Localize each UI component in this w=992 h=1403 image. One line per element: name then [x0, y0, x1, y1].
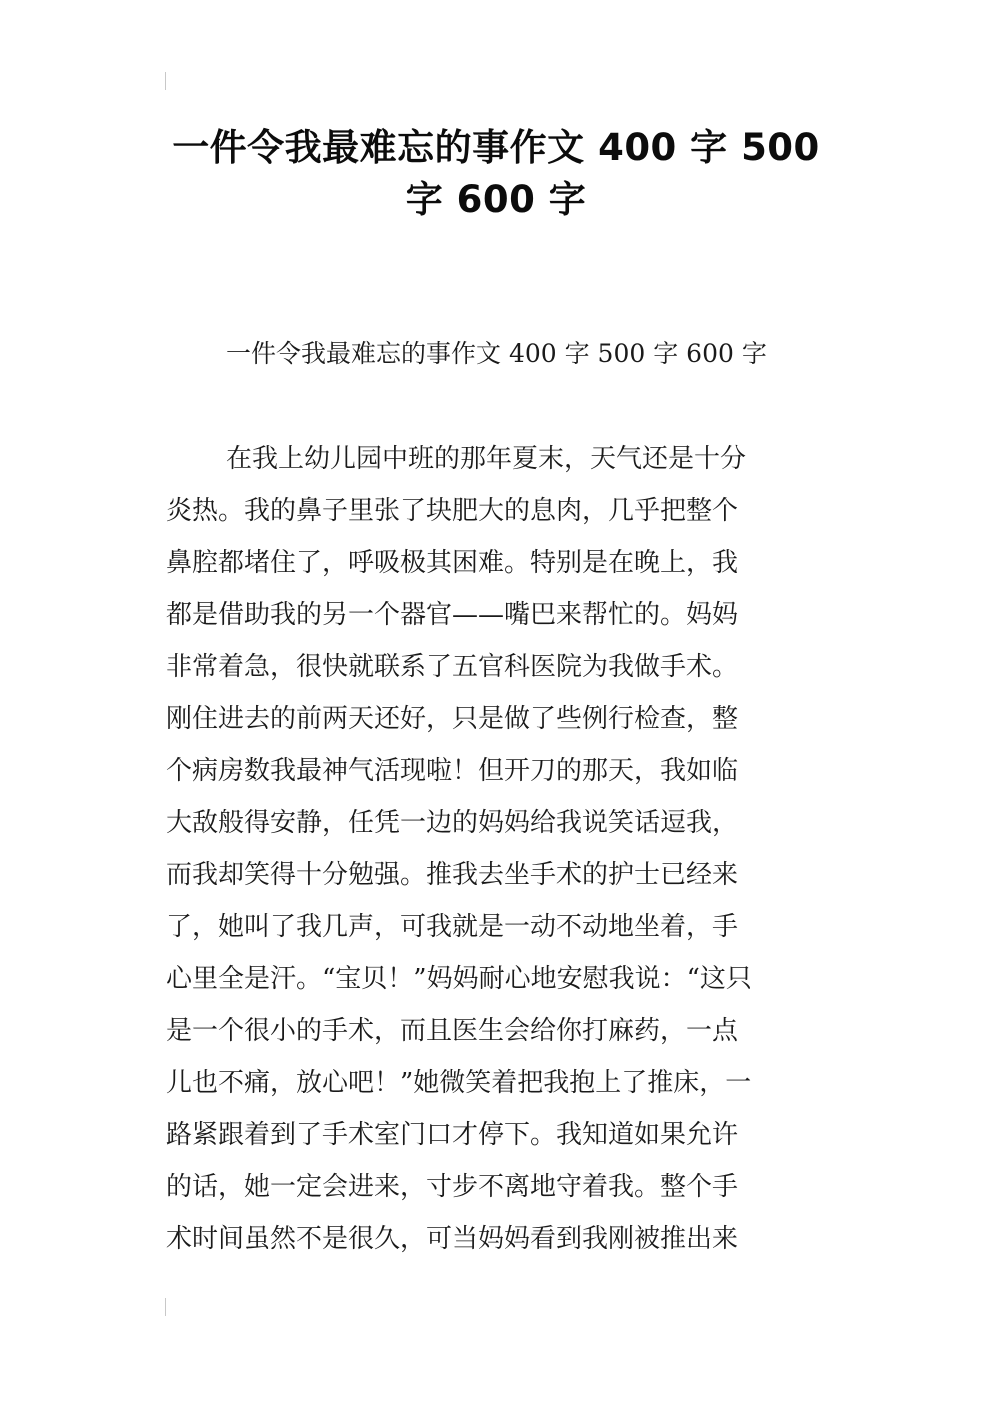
essay-line: 鼻腔都堵住了，呼吸极其困难。特别是在晚上，我 — [166, 548, 739, 578]
essay-line: 炎热。我的鼻子里张了块肥大的息肉，几乎把整个 — [166, 496, 739, 526]
essay-line: 大敌般得安静，任凭一边的妈妈给我说笑话逗我， — [166, 808, 739, 838]
document-subtitle: 一件令我最难忘的事作文 400 字 500 字 600 字 — [226, 339, 767, 368]
essay-line: 在我上幼儿园中班的那年夏末，天气还是十分 — [226, 444, 747, 474]
essay-line: 个病房数我最神气活现啦！但开刀的那天，我如临 — [166, 756, 739, 786]
document-title — [150, 122, 842, 226]
page-edge-mark-top — [165, 72, 166, 90]
essay-line: 了，她叫了我几声，可我就是一动不动地坐着，手 — [166, 912, 739, 942]
essay-line: 心里全是汗。“宝贝！”妈妈耐心地安慰我说：“这只 — [166, 964, 752, 994]
document-title-line-1: 一件令我最难忘的事作文 400 字 500 — [172, 126, 820, 169]
essay-line: 术时间虽然不是很久，可当妈妈看到我刚被推出来 — [166, 1224, 739, 1254]
essay-line: 刚住进去的前两天还好，只是做了些例行检查，整 — [166, 704, 739, 734]
essay-line: 是一个很小的手术，而且医生会给你打麻药，一点 — [166, 1016, 739, 1046]
essay-line: 的话，她一定会进来，寸步不离地守着我。整个手 — [166, 1172, 739, 1202]
document-title-line-2: 字 600 字 — [405, 178, 587, 221]
essay-line: 儿也不痛，放心吧！”她微笑着把我抱上了推床，一 — [166, 1068, 752, 1098]
essay-line: 而我却笑得十分勉强。推我去坐手术的护士已经来 — [166, 860, 739, 890]
page-edge-mark-bottom — [165, 1298, 166, 1316]
essay-body — [166, 433, 828, 1265]
essay-line: 路紧跟着到了手术室门口才停下。我知道如果允许 — [166, 1120, 739, 1150]
essay-line: 非常着急，很快就联系了五官科医院为我做手术。 — [166, 652, 739, 682]
essay-line: 都是借助我的另一个器官——嘴巴来帮忙的。妈妈 — [166, 600, 739, 630]
